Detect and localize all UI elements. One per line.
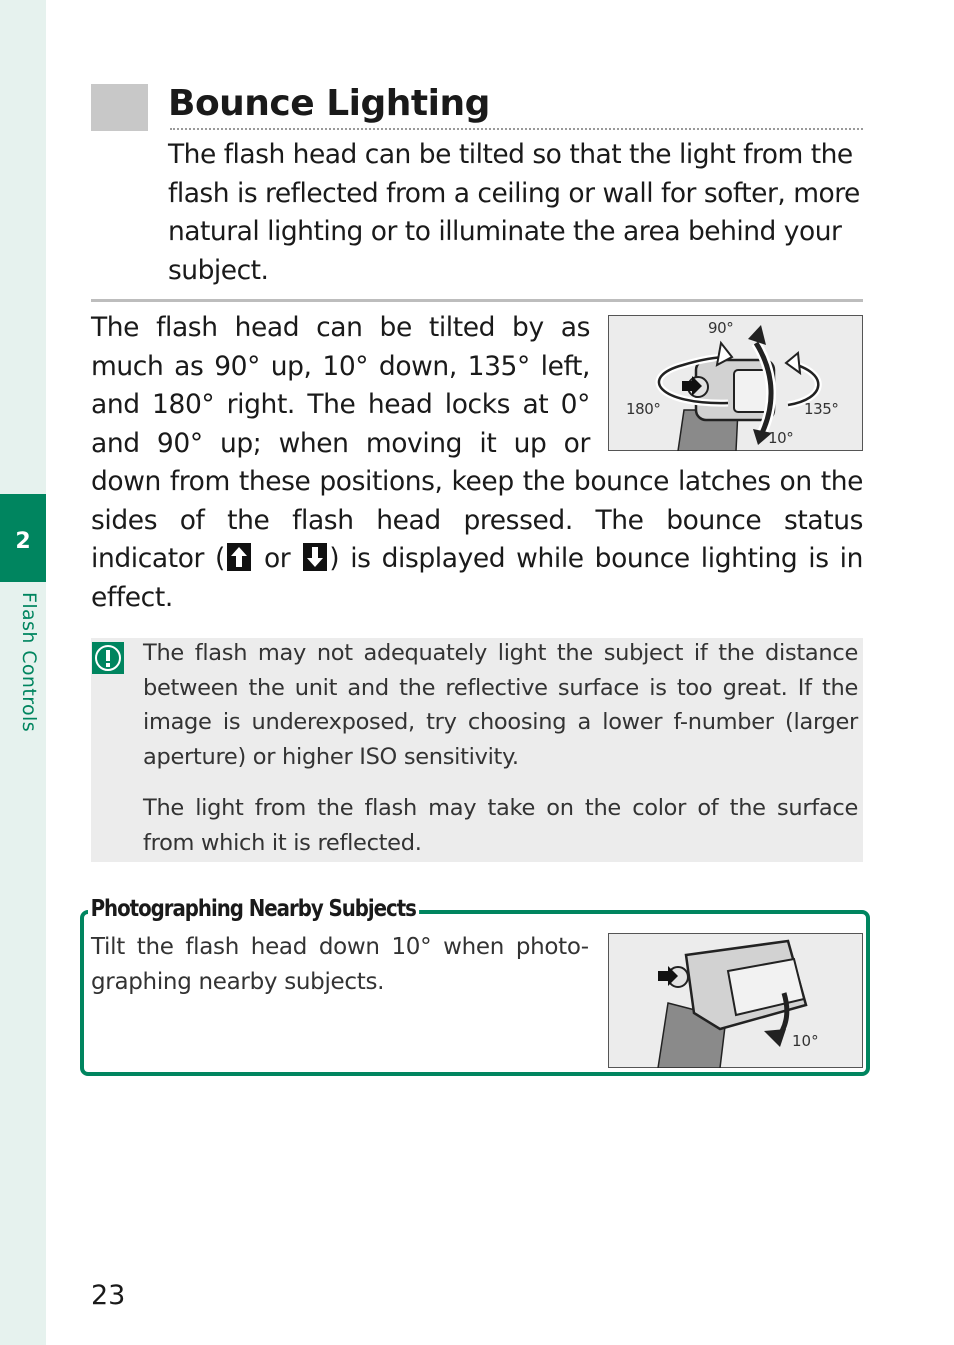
bounce-up-indicator-icon bbox=[227, 543, 251, 571]
section-intro: The flash head can be tilted so that the light from the flash is reflected from a ceiling or wall for softer, more natural lighting or to illuminate the area behind your subject. bbox=[168, 139, 860, 286]
label-135-left: 135° bbox=[804, 400, 839, 418]
body-text-or: or bbox=[252, 543, 302, 574]
bounce-down-indicator-icon bbox=[303, 543, 327, 571]
chapter-number-tab[interactable]: 2 bbox=[0, 494, 46, 582]
section-divider bbox=[91, 299, 863, 302]
flash-rotation-figure bbox=[608, 315, 863, 451]
label-10-tilt-down: 10° bbox=[792, 1032, 819, 1050]
label-180-right: 180° bbox=[626, 400, 661, 418]
heading-marker bbox=[91, 84, 148, 131]
label-90-up: 90° bbox=[708, 319, 734, 337]
page-number: 23 bbox=[91, 1280, 126, 1311]
label-10-down: 10° bbox=[768, 429, 794, 447]
title-dotted-rule bbox=[170, 128, 863, 130]
flash-tilt-figure bbox=[608, 933, 863, 1068]
caution-note-distance: The flash may not adequately light the subject if the distance between the unit and the reflective surface is too great. If the image is underexposed, try choosing a lower f-number (larger aperture) or higher ISO sensitivity. bbox=[143, 640, 858, 770]
tip-title: Photographing Nearby Subjects bbox=[88, 895, 419, 923]
body-text-part1: The flash head can be tilted by as much as 90° up, 10° down, 135° left, and 180° right. The head locks at 0° and 90° up; when moving it up or down from these positions, keep the bounce latches on the sides of the flash head pressed. The bounce status indicator ( bbox=[91, 312, 863, 574]
page-title: Bounce Lighting bbox=[168, 83, 490, 124]
caution-icon bbox=[91, 641, 125, 675]
chapter-name: Flash Controls bbox=[18, 592, 40, 733]
bounce-description bbox=[91, 309, 863, 617]
tip-text: Tilt the flash head down 10° when photographing nearby subjects. bbox=[91, 934, 589, 995]
caution-note-color: The light from the flash may take on the color of the surface from which it is reflected. bbox=[143, 795, 858, 856]
body-text-part2: ) is displayed while bounce lighting is in effect. bbox=[91, 543, 863, 613]
